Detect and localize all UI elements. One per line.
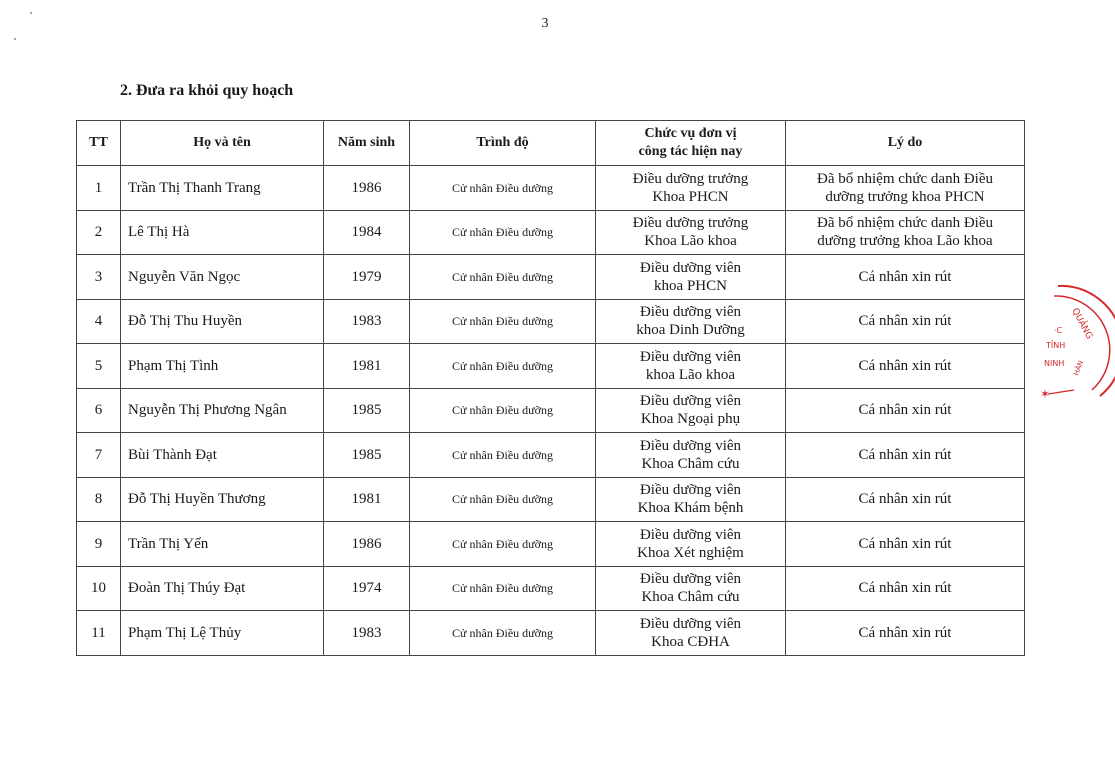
cell-position-line2: Khoa PHCN [652,188,729,205]
cell-tt: 11 [77,611,121,656]
cell-birth-year: 1981 [324,477,410,522]
cell-reason-line1: Cá nhân xin rút [858,491,952,508]
cell-tt: 1 [77,166,121,211]
cell-name: Đỗ Thị Huyền Thương [121,477,324,522]
scan-speck [30,12,32,14]
cell-reason-line1: Cá nhân xin rút [858,535,952,552]
cell-reason [786,433,1025,478]
cell-birth-year: 1984 [324,210,410,255]
cell-birth-year: 1986 [324,166,410,211]
red-seal-stamp [1040,278,1115,408]
cell-position-line1: Điều dưỡng viên [639,259,742,276]
cell-position-line2: khoa Lão khoa [645,366,736,383]
cell-tt: 4 [77,299,121,344]
cell-reason [786,166,1025,211]
header-name: Họ và tên [121,121,324,166]
table-row [77,522,1025,567]
cell-degree: Cử nhân Điều dưỡng [410,210,596,255]
header-reason: Lý do [786,121,1025,166]
cell-degree: Cử nhân Điều dưỡng [410,566,596,611]
cell-position-line1: Điều dưỡng viên [639,571,742,588]
cell-reason-line2: dưỡng trưởng khoa Lão khoa [817,233,993,250]
cell-position [596,210,786,255]
cell-reason [786,477,1025,522]
svg-text:✶: ✶ [1040,387,1051,401]
cell-degree: Cử nhân Điều dưỡng [410,344,596,389]
cell-tt: 10 [77,566,121,611]
section-heading: 2. Đưa ra khỏi quy hoạch [120,82,294,99]
cell-birth-year: 1983 [324,611,410,656]
cell-position-line1: Điều dưỡng trưởng [632,170,749,187]
scan-speck [14,38,16,40]
cell-position [596,477,786,522]
cell-reason [786,255,1025,300]
cell-birth-year: 1974 [324,566,410,611]
cell-name: Đỗ Thị Thu Huyền [121,299,324,344]
cell-position [596,388,786,433]
page-number: 3 [541,16,549,31]
cell-position [596,566,786,611]
cell-name: Nguyễn Thị Phương Ngân [121,388,324,433]
header-tt: TT [77,121,121,166]
cell-name: Phạm Thị Tình [121,344,324,389]
cell-birth-year: 1985 [324,433,410,478]
cell-position [596,611,786,656]
cell-position-line2: Khoa Khám bệnh [637,500,744,517]
header-birth-year: Năm sinh [324,121,410,166]
cell-position-line2: khoa Dinh Dưỡng [636,322,745,339]
cell-tt: 8 [77,477,121,522]
cell-reason [786,299,1025,344]
svg-text:·C: ·C [1054,326,1063,335]
cell-degree: Cử nhân Điều dưỡng [410,299,596,344]
cell-birth-year: 1986 [324,522,410,567]
cell-reason [786,522,1025,567]
cell-reason-line1: Cá nhân xin rút [858,313,952,330]
header-position-line1: Chức vụ đơn vị [644,126,737,141]
cell-tt: 2 [77,210,121,255]
cell-reason-line1: Cá nhân xin rút [858,268,952,285]
cell-position-line2: Khoa Châm cứu [641,455,740,472]
table-body [77,166,1025,656]
cell-tt: 7 [77,433,121,478]
table-header-row [77,121,1025,166]
cell-reason [786,210,1025,255]
cell-position-line1: Điều dưỡng viên [639,393,742,410]
cell-reason-line2: dưỡng trưởng khoa PHCN [825,188,985,205]
table-row [77,166,1025,211]
table-row [77,388,1025,433]
table-row [77,611,1025,656]
table-row [77,566,1025,611]
svg-text:HÀN: HÀN [1072,359,1086,377]
table-row [77,433,1025,478]
cell-position-line2: Khoa Lão khoa [644,233,737,250]
cell-position-line1: Điều dưỡng viên [639,482,742,499]
cell-position-line1: Điều dưỡng viên [639,304,742,321]
cell-tt: 9 [77,522,121,567]
table-row [77,255,1025,300]
header-position-line2: công tác hiện nay [638,144,743,159]
cell-name: Trần Thị Yến [121,522,324,567]
cell-tt: 5 [77,344,121,389]
cell-degree: Cử nhân Điều dưỡng [410,477,596,522]
cell-position-line2: khoa PHCN [654,277,727,294]
header-degree: Trình độ [410,121,596,166]
cell-tt: 6 [77,388,121,433]
cell-birth-year: 1985 [324,388,410,433]
cell-position-line2: Khoa Xét nghiệm [637,544,744,561]
stamp-text-top: QUẢNG [1069,306,1094,342]
cell-position-line2: Khoa Ngoại phụ [640,411,741,428]
cell-name: Trần Thị Thanh Trang [121,166,324,211]
cell-reason-line1: Cá nhân xin rút [858,580,952,597]
cell-degree: Cử nhân Điều dưỡng [410,433,596,478]
cell-degree: Cử nhân Điều dưỡng [410,388,596,433]
table-row [77,210,1025,255]
cell-position-line1: Điều dưỡng trưởng [632,215,749,232]
cell-degree: Cử nhân Điều dưỡng [410,522,596,567]
cell-birth-year: 1983 [324,299,410,344]
cell-reason-line1: Cá nhân xin rút [858,402,952,419]
cell-position [596,522,786,567]
removal-table [76,120,1025,656]
cell-reason [786,388,1025,433]
cell-name: Lê Thị Hà [121,210,324,255]
cell-position [596,344,786,389]
table-row [77,299,1025,344]
cell-reason-line1: Đã bổ nhiệm chức danh Điều [817,215,993,232]
cell-birth-year: 1981 [324,344,410,389]
cell-reason-line1: Đã bổ nhiệm chức danh Điều [817,170,993,187]
cell-position-line2: Khoa CĐHA [651,633,730,650]
table-row [77,344,1025,389]
cell-reason-line1: Cá nhân xin rút [858,624,952,641]
cell-degree: Cử nhân Điều dưỡng [410,611,596,656]
cell-name: Phạm Thị Lệ Thủy [121,611,324,656]
cell-birth-year: 1979 [324,255,410,300]
cell-tt: 3 [77,255,121,300]
cell-reason [786,566,1025,611]
table-row [77,477,1025,522]
cell-reason-line1: Cá nhân xin rút [858,357,952,374]
cell-position-line2: Khoa Châm cứu [641,589,740,606]
cell-position [596,299,786,344]
cell-degree: Cử nhân Điều dưỡng [410,255,596,300]
stamp-text-middle: TỈNH [1046,341,1066,350]
stamp-text-lower: NINH [1044,359,1065,368]
header-position [596,121,786,166]
cell-name: Bùi Thành Đạt [121,433,324,478]
cell-position [596,166,786,211]
cell-reason [786,611,1025,656]
cell-position-line1: Điều dưỡng viên [639,526,742,543]
cell-name: Đoàn Thị Thúy Đạt [121,566,324,611]
cell-position-line1: Điều dưỡng viên [639,437,742,454]
cell-reason-line1: Cá nhân xin rút [858,446,952,463]
cell-reason [786,344,1025,389]
cell-name: Nguyễn Văn Ngọc [121,255,324,300]
cell-position [596,255,786,300]
cell-position-line1: Điều dưỡng viên [639,615,742,632]
cell-degree: Cử nhân Điều dưỡng [410,166,596,211]
cell-position-line1: Điều dưỡng viên [639,348,742,365]
cell-position [596,433,786,478]
